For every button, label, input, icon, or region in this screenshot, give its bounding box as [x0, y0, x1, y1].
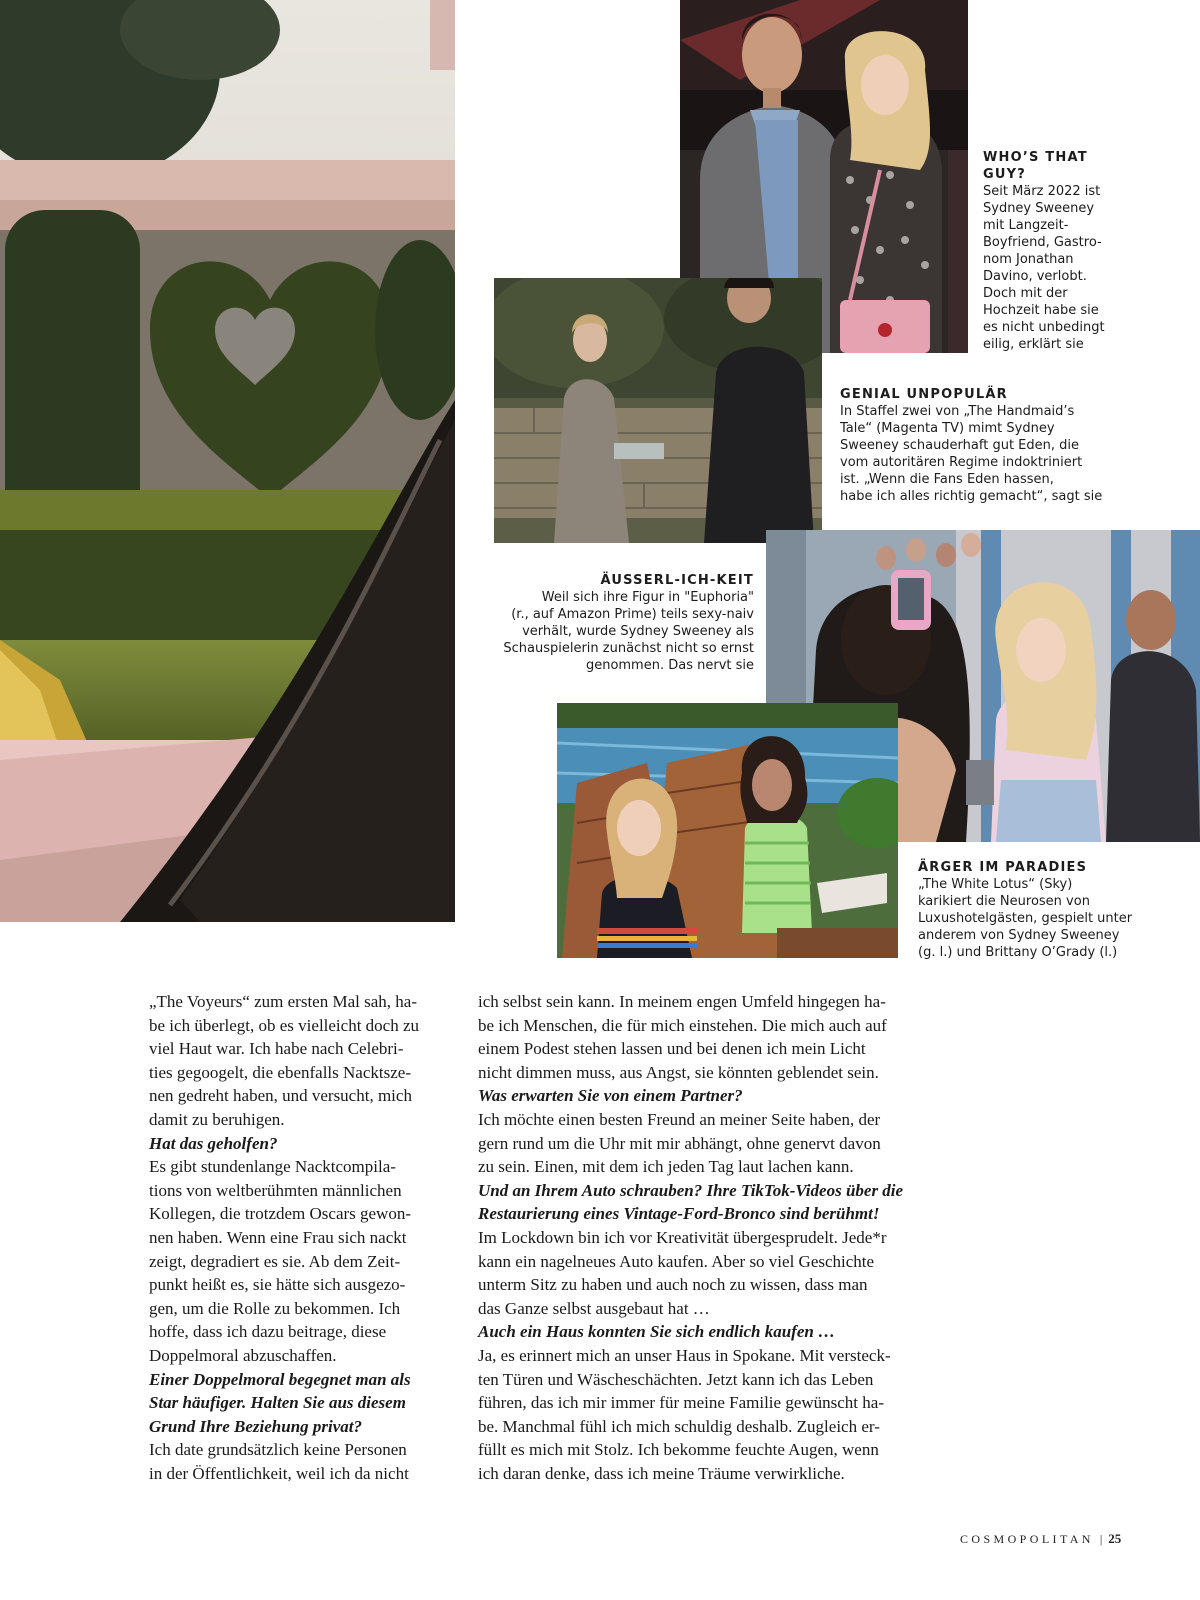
- article-text-line: führen, das ich mir immer für meine Familie gewünscht ha-: [478, 1393, 884, 1413]
- article-text-line: „The Voyeurs“ zum ersten Mal sah, ha-: [149, 992, 417, 1011]
- caption-line: (r., auf Amazon Prime) teils sexy-naiv: [511, 607, 754, 622]
- caption-line: ist. „Wenn die Fans Eden hassen,: [840, 472, 1054, 487]
- interview-question-line: Einer Doppelmoral begegnet man als: [149, 1369, 411, 1389]
- caption-line: Seit März 2022 ist: [983, 184, 1101, 199]
- caption-aeusserl-ich-keit: [470, 572, 754, 674]
- article-text-line: Im Lockdown bin ich vor Kreativität übergesprudelt. Jede*r: [478, 1227, 887, 1247]
- magazine-brand: COSMOPOLITAN: [960, 1532, 1094, 1546]
- article-text-line: damit zu beruhigen.: [149, 1109, 285, 1129]
- footer-separator: |: [1099, 1532, 1103, 1546]
- article-text-line: ten Türen und Wäscheschächten. Jetzt kann ich das Leben: [478, 1369, 874, 1389]
- caption-line: genommen. Das nervt sie: [585, 658, 754, 673]
- article-text-line: viel Haut war. Ich habe nach Celebri-: [149, 1039, 404, 1059]
- caption-line: Doch mit der: [983, 286, 1068, 301]
- article-text-line: hoffe, dass ich dazu beitrage, diese: [149, 1322, 387, 1342]
- article-text-line: gen, um die Rolle zu bekommen. Ich: [149, 1298, 401, 1318]
- caption-line: Boyfriend, Gastro-: [983, 235, 1102, 250]
- caption-line: Weil sich ihre Figur in "Euphoria": [541, 590, 754, 605]
- article-text-line: füllt es mich mit Stolz. Ich bekomme feuchte Augen, wenn: [478, 1440, 879, 1460]
- caption-line: anderem von Sydney Sweeney: [918, 928, 1120, 943]
- interview-question-line: Auch ein Haus konnten Sie sich endlich kaufen …: [478, 1322, 836, 1342]
- caption-line: Sweeney schauderhaft gut Eden, die: [840, 438, 1080, 453]
- caption-title: ÄUSSERL-ICH-KEIT: [600, 573, 754, 588]
- interview-question-line: Star häufiger. Halten Sie aus diesem: [149, 1393, 406, 1413]
- caption-line: (g. l.) und Brittany O’Grady (l.): [918, 945, 1118, 960]
- caption-line: Davino, verlobt.: [983, 269, 1087, 284]
- caption-line: es nicht unbedingt: [983, 320, 1105, 335]
- caption-title: WHO’S THAT: [983, 150, 1088, 165]
- caption-title: GUY?: [983, 167, 1026, 182]
- article-text-line: punkt heißt es, sie hätte sich ausgezo-: [149, 1275, 406, 1295]
- caption-line: karikiert die Neurosen von: [918, 894, 1090, 909]
- article-text-line: be. Manchmal fühl ich mich schuldig deshalb. Zugleich er-: [478, 1416, 880, 1436]
- caption-title: ÄRGER IM PARADIES: [918, 860, 1088, 875]
- page-number: 25: [1108, 1531, 1122, 1546]
- interview-question-line: Was erwarten Sie von einem Partner?: [478, 1086, 743, 1106]
- caption-line: Hochzeit habe sie: [983, 303, 1099, 318]
- article-text-line: Ja, es erinnert mich an unser Haus in Spokane. Mit versteck-: [478, 1345, 891, 1365]
- article-text-line: unterm Sitz zu haben und auch noch zu wissen, dass man: [478, 1275, 868, 1295]
- article-text-line: kann ein nagelneues Auto kaufen. Aber so viel Geschichte: [478, 1251, 875, 1271]
- white-lotus-photo: [557, 703, 898, 958]
- handmaids-tale-photo: [494, 278, 822, 543]
- article-text-line: nicht dimmen muss, aus Angst, sie könnten geblendet sein.: [478, 1062, 879, 1082]
- interview-question-line: Grund Ihre Beziehung privat?: [149, 1416, 363, 1436]
- caption-line: „The White Lotus“ (Sky): [918, 877, 1073, 892]
- article-text-line: zu sein. Einen, mit dem ich jeden Tag laut lachen kann.: [478, 1157, 854, 1177]
- article-text-line: nen gedreht haben, und versucht, mich: [149, 1086, 412, 1106]
- caption-line: Sydney Sweeney: [983, 201, 1095, 216]
- garden-car-photo: [0, 0, 455, 922]
- caption-aerger-im-paradies: [918, 859, 1193, 961]
- caption-whos-that-guy: [983, 149, 1193, 353]
- article-text-line: be ich überlegt, ob es vielleicht doch zu: [149, 1015, 420, 1035]
- caption-line: verhält, wurde Sydney Sweeney als: [522, 624, 754, 639]
- caption-line: In Staffel zwei von „The Handmaid’s: [840, 404, 1075, 419]
- article-text-line: Es gibt stundenlange Nacktcompila-: [149, 1157, 396, 1177]
- article-text-line: ich daran denke, dass ich meine Träume verwirkliche.: [478, 1463, 845, 1483]
- article-column-right: [478, 990, 958, 1485]
- article-text-line: Kollegen, die trotzdem Oscars gewon-: [149, 1204, 411, 1224]
- caption-genial-unpopulaer: [840, 386, 1190, 505]
- article-text-line: Ich möchte einen besten Freund an meiner Seite haben, der: [478, 1109, 881, 1129]
- caption-line: Schauspielerin zunächst nicht so ernst: [503, 641, 754, 656]
- caption-line: habe ich alles richtig gemacht“, sagt sie: [840, 489, 1103, 504]
- caption-line: nom Jonathan: [983, 252, 1074, 267]
- caption-line: Luxushotelgästen, gespielt unter: [918, 911, 1133, 926]
- article-text-line: gern rund um die Uhr mit mir abhängt, ohne genervt davon: [478, 1133, 881, 1153]
- interview-question-line: Hat das geholfen?: [149, 1133, 278, 1153]
- article-text-line: einem Podest stehen lassen und bei denen ich mein Licht: [478, 1039, 866, 1059]
- article-text-line: Doppelmoral abzuschaffen.: [149, 1345, 337, 1365]
- caption-title: GENIAL UNPOPULÄR: [840, 387, 1008, 402]
- article-text-line: in der Öffentlichkeit, weil ich da nicht: [149, 1463, 409, 1483]
- caption-line: eilig, erklärt sie: [983, 337, 1084, 352]
- caption-line: mit Langzeit-: [983, 218, 1069, 233]
- article-text-line: ties gegoogelt, die ebenfalls Nacktsze-: [149, 1062, 411, 1082]
- page-footer: [960, 1531, 1121, 1547]
- article-text-line: nen haben. Wenn eine Frau sich nackt: [149, 1227, 407, 1247]
- article-text-line: be ich Menschen, die für mich einstehen. Die mich auch auf: [478, 1015, 887, 1035]
- article-text-line: das Ganze selbst ausgebaut hat …: [478, 1298, 710, 1318]
- article-text-line: Ich date grundsätzlich keine Personen: [149, 1440, 407, 1460]
- article-column-left: [149, 990, 469, 1485]
- caption-line: Tale“ (Magenta TV) mimt Sydney: [840, 421, 1055, 436]
- article-text-line: ich selbst sein kann. In meinem engen Umfeld hingegen ha-: [478, 992, 886, 1011]
- interview-question-line: Restaurierung eines Vintage-Ford-Bronco sind berühmt!: [478, 1204, 880, 1224]
- interview-question-line: Und an Ihrem Auto schrauben? Ihre TikTok-Videos über die: [478, 1180, 904, 1200]
- caption-line: vom autoritären Regime indoktriniert: [840, 455, 1083, 470]
- article-text-line: zeigt, degradiert es sie. Ab dem Zeit-: [149, 1251, 401, 1271]
- article-text-line: tions von weltberühmten männlichen: [149, 1180, 402, 1200]
